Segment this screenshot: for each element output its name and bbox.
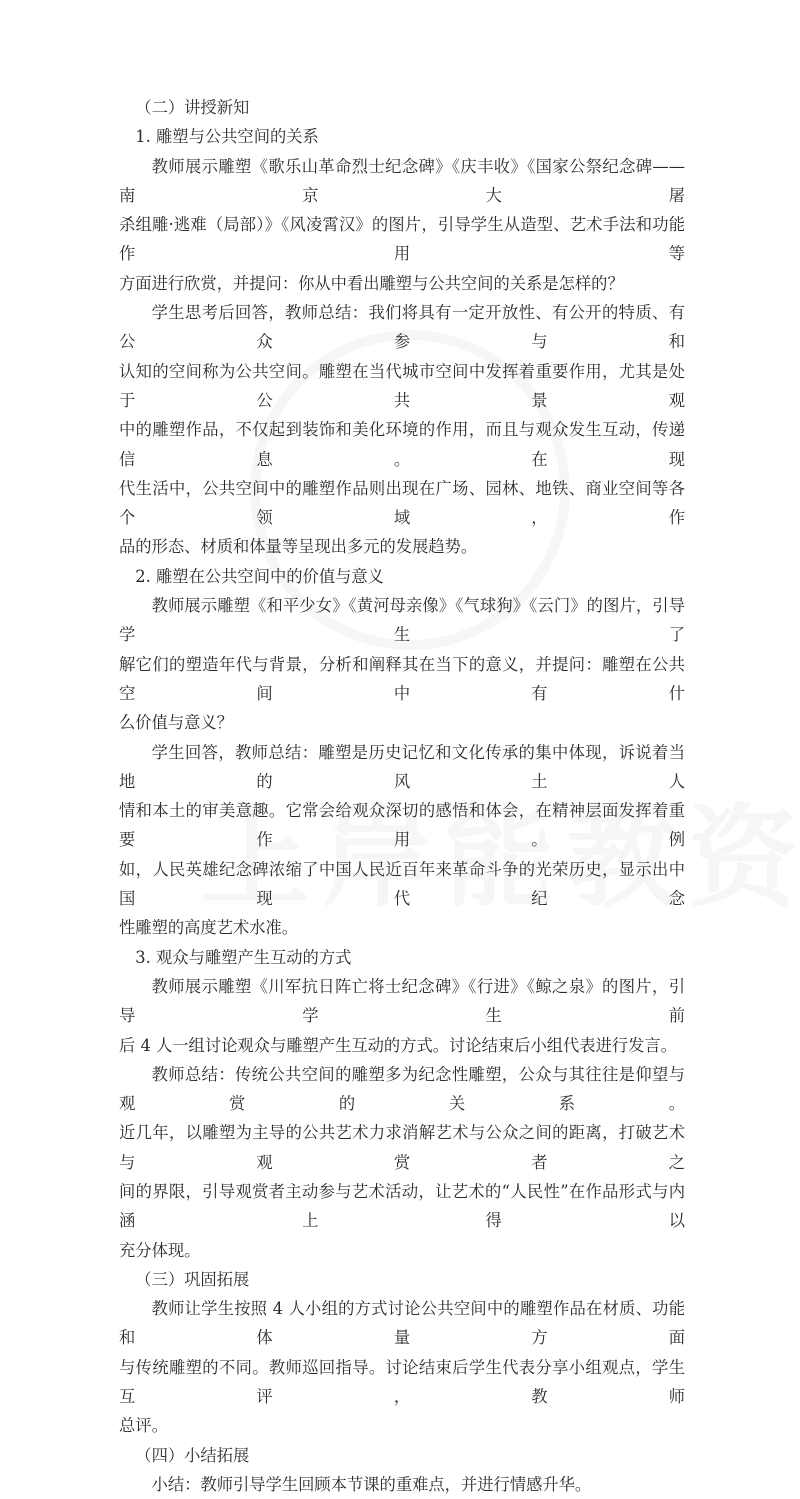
paragraph-line: 认知的空间称为公共空间。雕塑在当代城市空间中发挥着重要作用，尤其是处于公共景观 <box>119 361 685 410</box>
paragraph-line: 学生回答，教师总结：雕塑是历史记忆和文化传承的集中体现，诉说着当地的风土人 <box>119 742 685 791</box>
paragraph-line: 么价值与意义？ <box>119 713 233 733</box>
paragraph-line: 与传统雕塑的不同。教师巡回指导。讨论结束后学生代表分享小组观点，学生互评，教师 <box>119 1357 685 1407</box>
paragraph-line: 中的雕塑作品，不仅起到装饰和美化环境的作用，而且与观众发生互动，传递信息。在现 <box>119 420 685 469</box>
paragraph-line: 学生思考后回答，教师总结：我们将具有一定开放性、有公开的特质、有公众参与和 <box>119 303 685 352</box>
section-heading: （四）小结拓展 <box>135 1445 250 1465</box>
subsection-heading: 2. 雕塑在公共空间中的价值与意义 <box>135 566 384 586</box>
paragraph-line: 总评。 <box>119 1416 168 1436</box>
paragraph-line: 后 4 人一组讨论观众与雕塑产生互动的方式。讨论结束后小组代表进行发言。 <box>119 1035 677 1055</box>
section-heading: （二）讲授新知 <box>135 98 250 117</box>
paragraph-line: 杀组雕·逃难（局部）》《风凌霄汉》的图片，引导学生从造型、艺术手法和功能作用等 <box>119 215 685 264</box>
paragraph-line: 近几年，以雕塑为主导的公共艺术力求消解艺术与公众之间的距离，打破艺术与观赏者之 <box>119 1123 685 1172</box>
paragraph-line: 教师展示雕塑《和平少女》《黄河母亲像》《气球狗》《云门》的图片，引导学生了 <box>119 596 685 645</box>
paragraph-line: 解它们的塑造年代与背景，分析和阐释其在当下的意义，并提问：雕塑在公共空间中有什 <box>119 654 685 703</box>
paragraph-line: 代生活中，公共空间中的雕塑作品则出现在广场、园林、地铁、商业空间等各个领域，作 <box>119 478 685 528</box>
paragraph-line: 方面进行欣赏，并提问：你从中看出雕塑与公共空间的关系是怎样的？ <box>119 273 624 293</box>
paragraph-line: 教师总结：传统公共空间的雕塑多为纪念性雕塑，公众与其往往是仰望与观赏的关系。 <box>119 1064 685 1114</box>
paragraph-line: 教师让学生按照 4 人小组的方式讨论公共空间中的雕塑作品在材质、功能和体量方面 <box>119 1299 685 1348</box>
paragraph-line: 教师展示雕塑《川军抗日阵亡将士纪念碑》《行进》《鲸之泉》的图片，引导学生前 <box>119 976 685 1026</box>
subsection-heading: 3. 观众与雕塑产生互动的方式 <box>135 947 352 967</box>
paragraph-line: 间的界限，引导观赏者主动参与艺术活动，让艺术的“人民性”在作品形式与内涵上得以 <box>119 1181 685 1231</box>
paragraph-line: 性雕塑的高度艺术水准。 <box>119 918 299 938</box>
subsection-heading: 1. 雕塑与公共空间的关系 <box>135 127 319 147</box>
paragraph-line: 充分体现。 <box>119 1240 201 1260</box>
document-body <box>119 93 685 1499</box>
paragraph-line: 小结：教师引导学生回顾本节课的重难点，并进行情感升华。 <box>151 1474 592 1494</box>
paragraph-line: 如，人民英雄纪念碑浓缩了中国人民近百年来革命斗争的光荣历史，显示出中国现代纪念 <box>119 859 685 909</box>
paragraph-line: 教师展示雕塑《歌乐山革命烈士纪念碑》《庆丰收》《国家公祭纪念碑——南京大屠 <box>119 156 685 205</box>
paragraph-line: 品的形态、材质和体量等呈现出多元的发展趋势。 <box>119 537 478 557</box>
paragraph-line: 情和本土的审美意趣。它常会给观众深切的感悟和体会，在精神层面发挥着重要作用。例 <box>119 801 685 850</box>
section-heading: （三）巩固拓展 <box>135 1269 250 1289</box>
